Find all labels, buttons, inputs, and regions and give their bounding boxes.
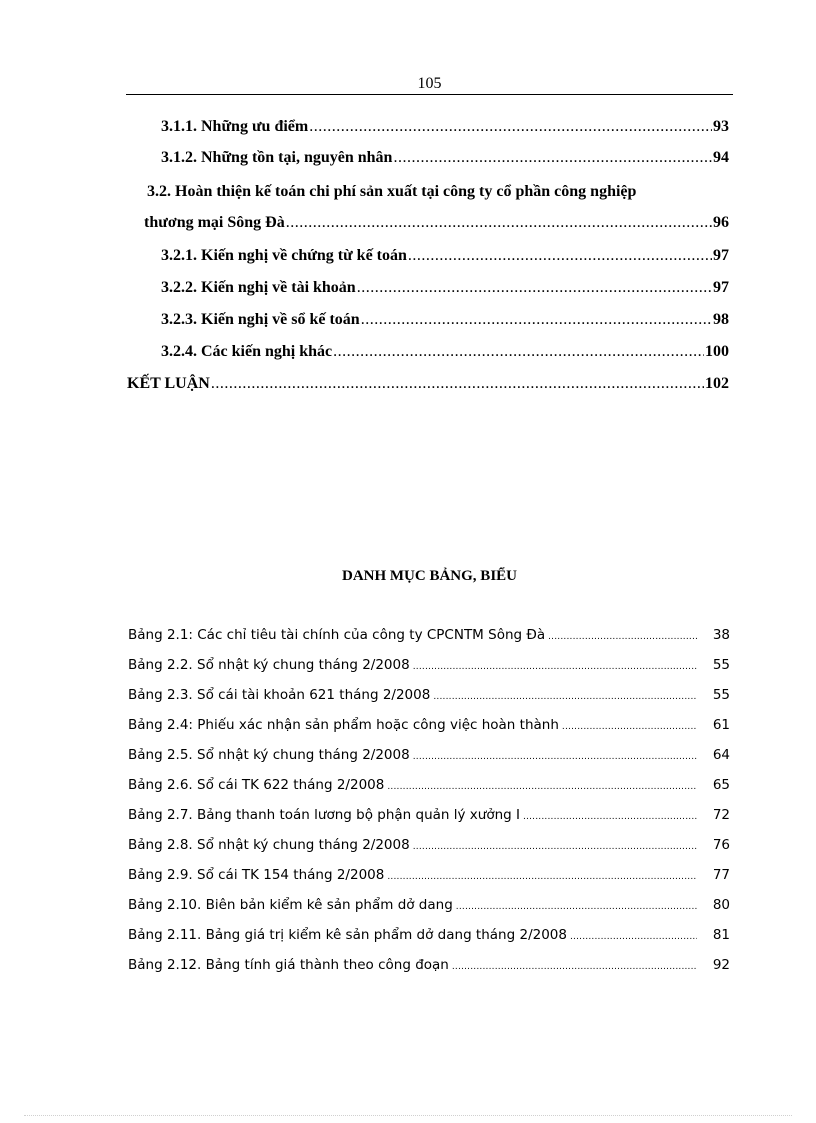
list-item-title: Bảng 2.12. Bảng tính giá thành theo công đoạn (128, 957, 449, 973)
list-item (128, 836, 730, 856)
toc-entry-title: 3.2.1. Kiến nghị về chứng từ kế toán (161, 247, 407, 264)
list-item-title: Bảng 2.10. Biên bản kiểm kê sản phẩm dở dang (128, 897, 453, 913)
dot-leader (387, 778, 697, 796)
dot-leader (413, 838, 697, 856)
dot-leader (309, 117, 712, 137)
toc-entry-page: 100 (705, 343, 729, 360)
list-item-page: 92 (712, 957, 730, 973)
list-item-title: Bảng 2.4: Phiếu xác nhận sản phẩm hoặc công việc hoàn thành (128, 717, 559, 733)
toc-entry-title: 3.1.2. Những tồn tại, nguyên nhân (161, 149, 393, 166)
list-item-page: 81 (712, 927, 730, 943)
list-item-title: Bảng 2.11. Bảng giá trị kiểm kê sản phẩm dở dang tháng 2/2008 (128, 927, 567, 943)
list-item-title: Bảng 2.2. Sổ nhật ký chung tháng 2/2008 (128, 657, 410, 673)
toc-entry (161, 278, 729, 298)
toc-entry-page: 96 (713, 214, 729, 231)
list-item (128, 926, 730, 946)
toc-entry (161, 310, 729, 330)
list-item-page: 72 (712, 807, 730, 823)
dot-leader (393, 148, 712, 168)
list-item (128, 746, 730, 766)
list-item-title: Bảng 2.8. Sổ nhật ký chung tháng 2/2008 (128, 837, 410, 853)
dot-leader (408, 246, 712, 266)
dot-leader (357, 278, 712, 298)
list-item (128, 716, 730, 736)
toc-entry-title: 3.2.4. Các kiến nghị khác (161, 343, 333, 360)
toc-entry-page: 93 (713, 118, 729, 135)
toc-entry-page: 97 (713, 247, 729, 264)
dot-leader (387, 868, 697, 886)
dot-leader (562, 718, 697, 736)
dot-leader (433, 688, 697, 706)
list-item-page: 38 (712, 627, 730, 643)
list-item-title: Bảng 2.7. Bảng thanh toán lương bộ phận quản lý xưởng I (128, 807, 520, 823)
toc-entry (161, 342, 729, 362)
list-item-page: 76 (712, 837, 730, 853)
dot-leader (413, 658, 697, 676)
list-item-page: 77 (712, 867, 730, 883)
toc-entry-title: 3.2.2. Kiến nghị về tài khoản (161, 279, 356, 296)
toc-entry-title: thương mại Sông Đà (144, 214, 285, 231)
list-item (128, 866, 730, 886)
toc-entry-page: 102 (705, 375, 729, 392)
dot-leader (361, 310, 712, 330)
dot-leader (211, 374, 704, 394)
dot-leader (456, 898, 697, 916)
list-item-title: Bảng 2.1: Các chỉ tiêu tài chính của công ty CPCNTM Sông Đà (128, 627, 546, 643)
list-item-page: 55 (712, 657, 730, 673)
page-number: 105 (417, 75, 442, 92)
list-item-title: Bảng 2.3. Sổ cái tài khoản 621 tháng 2/2008 (128, 687, 431, 703)
toc-entry (161, 117, 729, 137)
list-item-title: Bảng 2.5. Sổ nhật ký chung tháng 2/2008 (128, 747, 410, 763)
dot-leader (523, 808, 697, 826)
dot-leader (333, 342, 704, 362)
dot-leader (413, 748, 697, 766)
list-item-page: 80 (712, 897, 730, 913)
toc-entry-page: 94 (713, 149, 729, 166)
list-item (128, 626, 730, 646)
list-item (128, 776, 730, 796)
list-item (128, 686, 730, 706)
list-item (128, 896, 730, 916)
list-item-title: Bảng 2.6. Sổ cái TK 622 tháng 2/2008 (128, 777, 385, 793)
toc-entry-title-line1: 3.2. Hoàn thiện kế toán chi phí sản xuất tại công ty cổ phần công nghiệp (147, 183, 637, 200)
header-rule (126, 94, 733, 95)
list-item (128, 956, 730, 976)
toc-entry (144, 213, 729, 233)
toc-entry-title: 3.1.1. Những ưu điểm (161, 118, 309, 135)
toc-entry (161, 246, 729, 266)
toc-entry-title: 3.2.3. Kiến nghị về sổ kế toán (161, 311, 360, 328)
list-item-title: Bảng 2.9. Sổ cái TK 154 tháng 2/2008 (128, 867, 385, 883)
toc-entry-page: 97 (713, 279, 729, 296)
list-item-page: 55 (712, 687, 730, 703)
list-item-page: 65 (712, 777, 730, 793)
dot-leader (452, 958, 697, 976)
list-item (128, 806, 730, 826)
dot-leader (286, 213, 712, 233)
list-item-page: 64 (712, 747, 730, 763)
toc-entry (127, 374, 729, 394)
toc-entry (161, 148, 729, 168)
page-bottom-rule (24, 1115, 792, 1116)
list-item-page: 61 (712, 717, 730, 733)
dot-leader (548, 628, 697, 646)
dot-leader (570, 928, 697, 946)
toc-entry-title: KẾT LUẬN (127, 375, 210, 392)
list-item (128, 656, 730, 676)
list-of-tables-heading: DANH MỤC BẢNG, BIỂU (341, 568, 517, 584)
toc-entry-page: 98 (713, 311, 729, 328)
